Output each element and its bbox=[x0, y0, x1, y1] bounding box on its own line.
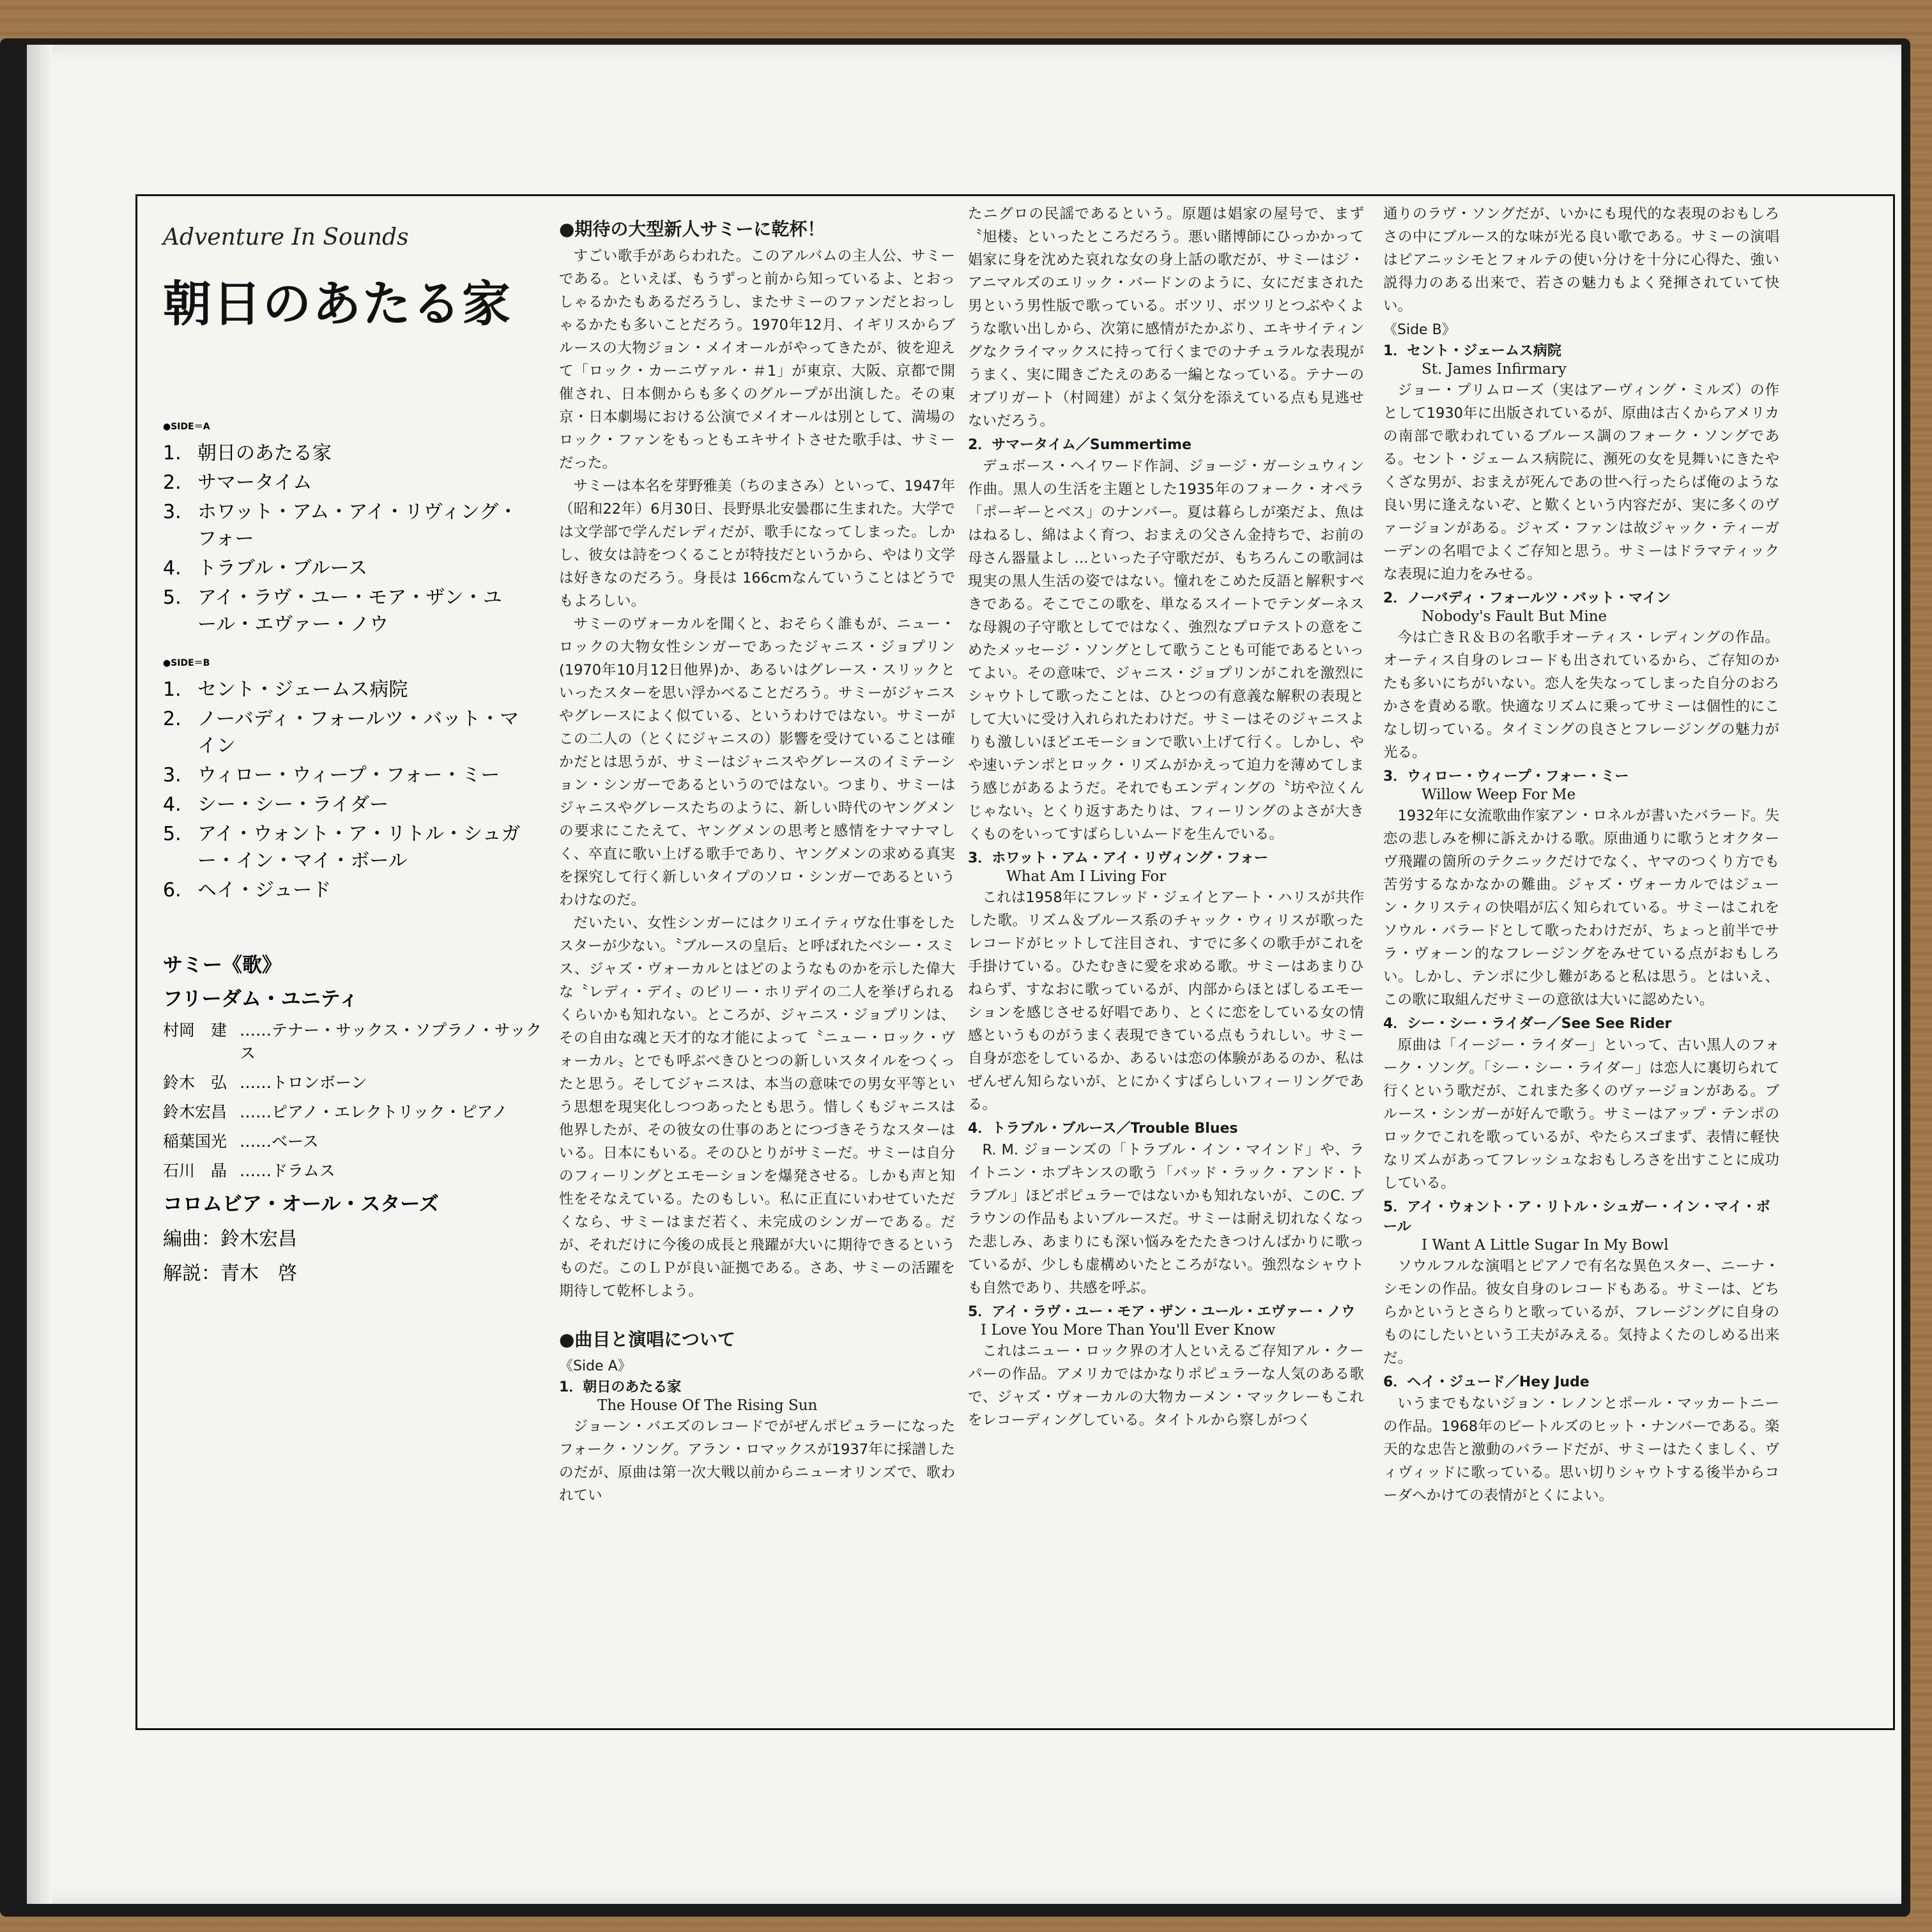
track-heading: 5．アイ・ウォント・ア・リトル・シュガー・イン・マイ・ボール bbox=[1383, 1199, 1770, 1235]
column-3 bbox=[968, 203, 1364, 1432]
member-row: 鈴木宏昌 ……ピアノ・エレクトリック・ピアノ bbox=[163, 1103, 508, 1121]
track-item: 5. アイ・ウォント・ア・リトル・シュガー・イン・マイ・ボール bbox=[163, 823, 521, 872]
track-english-title: I Love You More Than You'll Ever Know bbox=[981, 1322, 1276, 1338]
track-heading: 3．ウィロー・ウィープ・フォー・ミー bbox=[1383, 769, 1629, 785]
track-item: 3. ホワット・アム・アイ・リヴィング・フォー bbox=[163, 501, 518, 550]
side-a-label: ●SIDE＝A bbox=[163, 422, 210, 432]
paragraph: デュボース・ヘイワード作詞、ジョージ・ガーシュウィン作曲。黒人の生活を主題とした1935年のフォーク・オペラ「ポーギーとベス」のナンバー。夏は暮らしが楽だよ、魚ははねるし、綿はよく育つ、おまえの父さん金持ちで、お前の母さん器量よし …といった子守歌だが、もちろんこの歌詞は現実の黒人生活の姿ではない。憧れをこめた反語と解釈すべきである。そこでこの歌を、単なるスイートでテンダーネスな母親の子守歌としてではなく、強烈なプロテストの意をこめたメッセージ・ソングとして歌うことも可能であるといってよい。その意味で、ジャニス・ジョプリンがこれを激烈にシャウトして歌ったことは、ひとつの有意義な解釈の表現として大いに受け入れられたわけだ。サミーはそのジャニスよりも激しいほどエモーションで歌い上げて行く。しかし、やや速いテンポとロック・リズムがかえって迫力を薄めてしまう感じがあるようだ。それでもエンディングの〝坊や泣くんじゃない〟とくり返すあたりは、フィーリングのよさが大きくものをいってすばらしいムードを生んでいる。 bbox=[968, 458, 1364, 843]
orchestra-credit: コロムビア・オール・スターズ bbox=[163, 1193, 439, 1216]
track-english-title: St. James Infirmary bbox=[1422, 361, 1567, 378]
paragraph: 今は亡きＲ＆Ｂの名歌手オーティス・レディングの作品。オーティス自身のレコードも出されているから、ご存知のかたも多いにちがいない。恋人を失なってしまった自分のおろかさを責める歌。快適なリズムに乗ってサミーは個性的にこなし切っている。タイミングの良さとフレージングの魅力が光る。 bbox=[1383, 629, 1779, 761]
side-label: 《Side B》 bbox=[1383, 322, 1456, 338]
track-item: 3. ウィロー・ウィープ・フォー・ミー bbox=[163, 764, 500, 786]
paragraph: たニグロの民謡であるという。原題は娼家の屋号で、まず〝旭楼〟といったところだろう。悪い賭博師にひっかかって娼家に身を沈めた哀れな女の身上話の歌だが、サミーはジ・アニマルズのエリック・バードンのように、女にだまされた男という男性版で歌っている。ボツリ、ボツリとつぶやくような歌い出しから、次第に感情がたかぶり、エキサイティングなクライマックスに持って行くまでのナチュラルな表現がうまく、実に聞きごたえのある一編となっている。テナーのオブリガート（村岡建）がよく気分を添えている点も見逃せないだろう。 bbox=[968, 206, 1364, 429]
member-row: 石川 晶 ……ドラムス bbox=[163, 1162, 335, 1180]
member-row: 村岡 建 ……テナー・サックス・ソプラノ・サックス bbox=[163, 1021, 542, 1062]
track-english-title: I Want A Little Sugar In My Bowl bbox=[1422, 1237, 1669, 1254]
track-heading: 2．サマータイム／Summertime bbox=[968, 437, 1192, 453]
notes-credit: 解説：青木 啓 bbox=[163, 1262, 297, 1285]
tracklist-side-b bbox=[163, 650, 521, 907]
track-item: 4. トラブル・ブルース bbox=[163, 557, 368, 579]
paragraph: これは1958年にフレッド・ジェイとアート・ハリスが共作した歌。リズム＆ブルース系のチャック・ウィリスが歌ったレコードがヒットして注目され、すでに多くの歌手がこれを手掛けている。ひたむきに愛を求める歌。サミーはあまりひねらず、すなおに歌っているが、内部からほとばしるエモーションを感じさせる好唱であり、とくに恋をしている女の情感というものがうまく表現できている点もうれしい。サミー自身が恋をしているか、あるいは恋の体験があるのか、私はぜんぜん知らないが、とにかくすばらしいフィーリングである。 bbox=[968, 889, 1364, 1113]
track-english-title: Willow Weep For Me bbox=[1422, 786, 1576, 803]
series-title: Adventure In Sounds bbox=[163, 224, 409, 250]
member-row: 稲葉国光 ……ベース bbox=[163, 1132, 319, 1151]
track-heading: 4．シー・シー・ライダー／See See Rider bbox=[1383, 1016, 1672, 1032]
paragraph: 通りのラヴ・ソングだが、いかにも現代的な表現のおもしろさの中にブルース的な味が光る良い歌である。サミーの演唱はピアニッシモとフォルテの使い分けを十分に心得た、強い説得力のある出来で、若さの魅力もよく発揮されていて快い。 bbox=[1383, 206, 1779, 314]
paragraph: サミーは本名を芽野雅美（ちのまさみ）といって、1947年（昭和22年）6月30日、長野県北安曇郡に生まれた。大学では文学部で学んだレディだが、歌手になってしまった。しかし、彼女は詩をつくることが特技だというから、やはり文学は好きなのだろう。身長は 166cmなんていうことはどうでもよろしい。 bbox=[559, 478, 955, 610]
paragraph: R. M. ジョーンズの「トラブル・イン・マインド」や、ライトニン・ホプキンスの歌う「バッド・ラック・アンド・トラブル」ほどポピュラーではないかも知れないが、このC. ブラウンの作品もよいブルースだ。サミーは耐え切れなくなった悲しみ、あまりにも深い悩みをたたきつけんばかりに歌っているが、少しも虚構めいたところがない。強烈なシャウトも自然であり、共感を呼ぶ。 bbox=[968, 1142, 1364, 1296]
column-2 bbox=[559, 215, 955, 1507]
track-english-title: What Am I Living For bbox=[1006, 868, 1167, 885]
paragraph: いうまでもないジョン・レノンとポール・マッカートニーの作品。1968年のビートルズのヒット・ナンバーである。楽天的な忠告と激動のバラードだが、サミーはたくましく、ヴィヴィッドに歌っている。思い切りシャウトする後半からコーダへかけての表情がとくによい。 bbox=[1383, 1395, 1779, 1504]
track-item: 4. シー・シー・ライダー bbox=[163, 793, 389, 816]
track-heading: 1．朝日のあたる家 bbox=[559, 1379, 682, 1395]
track-heading: 6．ヘイ・ジュード／Hey Jude bbox=[1383, 1374, 1590, 1390]
track-item: 1. 朝日のあたる家 bbox=[163, 442, 332, 464]
paragraph: ジョー・プリムローズ（実はアーヴィング・ミルズ）の作として1930年に出版されているが、原曲は古くからアメリカの南部で歌われているブルース調のフォーク・ソングである。セント・ジェームス病院に、瀕死の女を見舞いにきたやくざな男が、おまえが死んであの世へ行ったらば俺のような良い男に逢えないぞ、と歎くという内容だが、実に多くのヴァージョンがある。ジャズ・ファンは故ジャック・ティーガーデンの名唱でよくご存知と思う。サミーはドラマティックな表現に迫力をみせる。 bbox=[1383, 382, 1779, 583]
liner-notes-frame bbox=[135, 194, 1895, 1730]
paragraph: 1932年に女流歌曲作家アン・ロネルが書いたバラード。失恋の悲しみを柳に訴えかける歌。原曲通りに歌うとオクターヴ飛躍の箇所のテクニックだけでなく、ヤマのつくり方でも苦労するなかなかの難曲。ジャズ・ヴォーカルではジューン・クリスティの快唱が広く知られている。サミーはこれをソウル・バラードとして歌ったわけだが、ちょっと前半でサラ・ヴォーン的なフレージングをみせている点がおもしろい。しかし、テンポに少し難があると私は思う。とはいえ、この歌に取組んだサミーの意欲は大いに認めたい。 bbox=[1383, 808, 1779, 1008]
paragraph: すごい歌手があらわれた。このアルバムの主人公、サミーである。といえば、もうずっと前から知っているよ、とおっしゃるかたもあるだろうし、またサミーのファンだとおっしゃるかたも多いことだろう。1970年12月、イギリスからブルースの大物ジョン・メイオールがやってきたが、彼を迎えて「ロック・カーニヴァル・＃1」が東京、大阪、京都で開催され、日本側からも多くのグループが出演した。その東京・日本劇場における公演でメイオールは別として、満場のロック・ファンをもっともエキサイトさせた歌手は、サミーだった。 bbox=[559, 248, 955, 471]
side-b-label: ●SIDE＝B bbox=[163, 658, 210, 668]
track-item: 6. ヘイ・ジュード bbox=[163, 879, 332, 901]
track-heading: 5．アイ・ラヴ・ユー・モア・ザン・ユール・エヴァー・ノウ bbox=[968, 1304, 1356, 1320]
band-credit: フリーダム・ユニティ bbox=[163, 988, 359, 1011]
paragraph: ジョーン・バエズのレコードでがぜんポピュラーになったフォーク・ソング。アラン・ロマックスが1937年に採譜したのだが、原曲は第一次大戦以前からニューオリンズで、歌われてい bbox=[559, 1418, 955, 1504]
album-title: 朝日のあたる家 bbox=[163, 275, 512, 332]
track-heading: 1．セント・ジェームス病院 bbox=[1383, 343, 1561, 359]
arranger-credit: 編曲：鈴木宏昌 bbox=[163, 1228, 297, 1250]
member-row: 鈴木 弘 ……トロンボーン bbox=[163, 1073, 367, 1092]
artist-credit: サミー《歌》 bbox=[163, 954, 282, 977]
paragraph: これはニュー・ロック界の才人といえるご存知アル・クーパーの作品。アメリカではかなりポピュラーな人気のある歌で、ジャズ・ヴォーカルの大物カーメン・マックレーもこれをレコーディングしている。タイトルから察しがつく bbox=[968, 1343, 1364, 1429]
track-item: 2. ノーバディ・フォールツ・バット・マイン bbox=[163, 708, 519, 757]
section-heading: ●期待の大型新人サミーに乾杯！ bbox=[559, 218, 825, 240]
paragraph: 原曲は「イージー・ライダー」といって、古い黒人のフォーク・ソング。「シー・シー・ライダー」は恋人に裏切られて行くという歌だが、これまた多くのヴァージョンがある。ブルース・シンガーが好んで歌う。サミーはアップ・テンポのロックでこれを歌っているが、やたらスゴまず、表情に軽快なリズムがあってフレッシュなおもしろさを出すことに成功している。 bbox=[1383, 1037, 1779, 1192]
section-heading: ●曲目と演唱について bbox=[559, 1329, 735, 1350]
track-heading: 4．トラブル・ブルース／Trouble Blues bbox=[968, 1121, 1238, 1137]
side-label: 《Side A》 bbox=[559, 1358, 632, 1374]
tracklist-side-a bbox=[163, 413, 521, 641]
column-4 bbox=[1383, 203, 1779, 1507]
paragraph: ソウルフルな演唱とピアノで有名な異色スター、ニーナ・シモンの作品。彼女自身のレコードもある。サミーは、どちらかというとさらりと歌っているが、フレージングに自身のものにしたいという工夫がみえる。気持よくたのしめる出来だ。 bbox=[1383, 1258, 1779, 1367]
paragraph: だいたい、女性シンガーにはクリエイティヴな仕事をしたスターが少ない。〝ブルースの皇后〟と呼ばれたベシー・スミス、ジャズ・ヴォーカルとはどのようなものかを示した偉大な〝レディ・デイ〟のビリー・ホリデイの二人を挙げられるくらいかも知れない。ところが、ジャニス・ジョプリンは、その自由な魂と天才的な才能によって〝ニュー・ロック・ヴォーカル〟とでも呼ぶべきひとつの新しいスタイルをつくったと思う。そしてジャニスは、本当の意味での男女平等という思想を現実化しつつあったとも思う。惜しくもジャニスは他界したが、その彼女の仕事のあとにつづきそうなスターはいる。日本にもいる。そのひとりがサミーだ。サミーは自分のフィーリングとエモーションを爆発させる。しかも声と知性をそなえている。たのもしい。私に正直にいわせていただくなら、サミーはまだ若く、未完成のシンガーである。だが、それだけに今後の成長と飛躍が大いに期待できるというものだ。このＬＰが良い証拠である。さあ、サミーの活躍を期待して乾杯しよう。 bbox=[559, 915, 955, 1300]
credits-block bbox=[163, 944, 546, 1292]
track-english-title: The House Of The Rising Sun bbox=[597, 1397, 818, 1414]
track-item: 1. セント・ジェームス病院 bbox=[163, 678, 408, 701]
track-heading: 2．ノーバディ・フォールツ・バット・マイン bbox=[1383, 590, 1671, 606]
track-heading: 3．ホワット・アム・アイ・リヴィング・フォー bbox=[968, 850, 1268, 866]
track-item: 2. サマータイム bbox=[163, 471, 312, 494]
track-item: 5. アイ・ラヴ・ユー・モア・ザン・ユール・エヴァー・ノウ bbox=[163, 586, 502, 636]
track-english-title: Nobody's Fault But Mine bbox=[1422, 608, 1607, 625]
spine-shadow bbox=[27, 45, 52, 1904]
paragraph: サミーのヴォーカルを聞くと、おそらく誰もが、ニュー・ロックの大物女性シンガーであったジャニス・ジョプリン(1970年10月12日他界)か、あるいはグレース・スリックといったスターを思い浮かべることだろう。サミーがジャニスやグレースによく似ている、というわけではない。サミーがこの二人の（とくにジャニスの）影響を受けていることは確かだとは思うが、サミーはジャニスやグレースのイミテーション・シンガーであるというのではない。つまり、サミーはジャニスやグレースたちのように、新しい時代のヤングメンの要求にこたえて、ヤングメンの思考と感情をナマナマしく、卒直に歌い上げる歌手であり、ヤングメンの求める真実を探究して行く新しいタイプのソロ・シンガーであるというわけなのだ。 bbox=[559, 616, 955, 908]
